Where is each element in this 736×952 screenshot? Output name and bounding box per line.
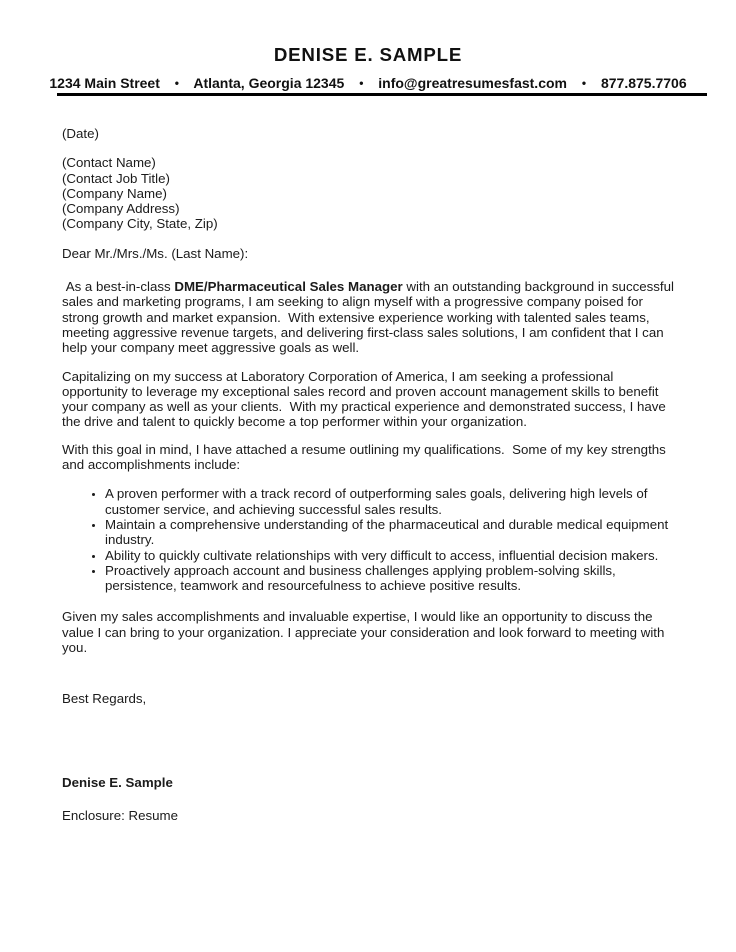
contact-city: Atlanta, Georgia 12345 (193, 75, 345, 91)
bullet-separator-icon: • (581, 76, 587, 90)
paragraph-intro (62, 279, 678, 355)
recipient-job-title: (Contact Job Title) (62, 170, 170, 186)
contact-address: 1234 Main Street (49, 75, 160, 91)
date-placeholder: (Date) (62, 126, 99, 141)
bullet-item: • Proactively approach account and business challenges applying problem-solving skills, persistence, teamwork and resourcefulness to achieve positive results. (105, 563, 678, 594)
recipient-block (62, 155, 678, 231)
bullet-item: • Maintain a comprehensive understanding of the pharmaceutical and durable medical equipment industry. (105, 517, 678, 548)
letterhead-contact-line (0, 75, 736, 91)
recipient-contact-name: (Contact Name) (62, 155, 156, 171)
bullet-item: • A proven performer with a track record of outperforming sales goals, delivering high levels of customer service, and achieving successful sales results. (105, 486, 678, 517)
salutation: Dear Mr./Mrs./Ms. (Last Name): (62, 245, 249, 261)
bullet-separator-icon: • (174, 76, 179, 90)
enclosure-note: Enclosure: Resume (62, 807, 179, 823)
paragraph-resume-lead-in: With this goal in mind, I have attached a resume outlining my qualifications. Some of my key strengths and accomplishments include: (62, 441, 670, 473)
recipient-company-city-state-zip: (Company City, State, Zip) (62, 216, 218, 232)
paragraph-closing-value: Given my sales accomplishments and invaluable expertise, I would like an opportunity to discuss the value I can bring to your organization. I appreciate your consideration and look forward to meeting with you. (62, 609, 669, 656)
contact-email: info@greatresumesfast.com (378, 75, 567, 91)
paragraph-experience: Capitalizing on my success at Laboratory Corporation of America, I am seeking a professional opportunity to leverage my exceptional sales record and proven account management skills to benefit your company as well as your clients. With my practical experience and demonstrated success, I have the drive and talent to quickly become a top performer within your organization. (62, 368, 670, 430)
recipient-company-name: (Company Name) (62, 185, 167, 201)
recipient-company-address: (Company Address) (62, 201, 180, 217)
letterhead-divider (57, 93, 707, 96)
paragraph-intro-before: As a best-in-class (62, 279, 175, 295)
signature-name: Denise E. Sample (62, 774, 173, 790)
letterhead-name: DENISE E. SAMPLE (273, 44, 463, 65)
strengths-bullet-list (62, 486, 678, 593)
letter-body (0, 126, 736, 823)
complimentary-close: Best Regards, (62, 691, 147, 707)
letterhead (0, 0, 736, 96)
bullet-separator-icon: • (359, 76, 364, 90)
paragraph-intro-job-title: DME/Pharmaceutical Sales Manager (174, 279, 403, 295)
paragraph-intro-after: with an outstanding background in successful sales and marketing programs, I am seeking to align myself with a progressive company poised for strong growth and market expansion. With extensive experience working with talented sales teams, meeting aggressive revenue targets, and delivering first-class sales solutions, I am confident that I can help your company meet aggressive goals as well. (62, 279, 678, 356)
bullet-item: • Ability to quickly cultivate relationships with very difficult to access, influential decision makers. (105, 548, 678, 563)
contact-phone: 877.875.7706 (600, 75, 687, 91)
